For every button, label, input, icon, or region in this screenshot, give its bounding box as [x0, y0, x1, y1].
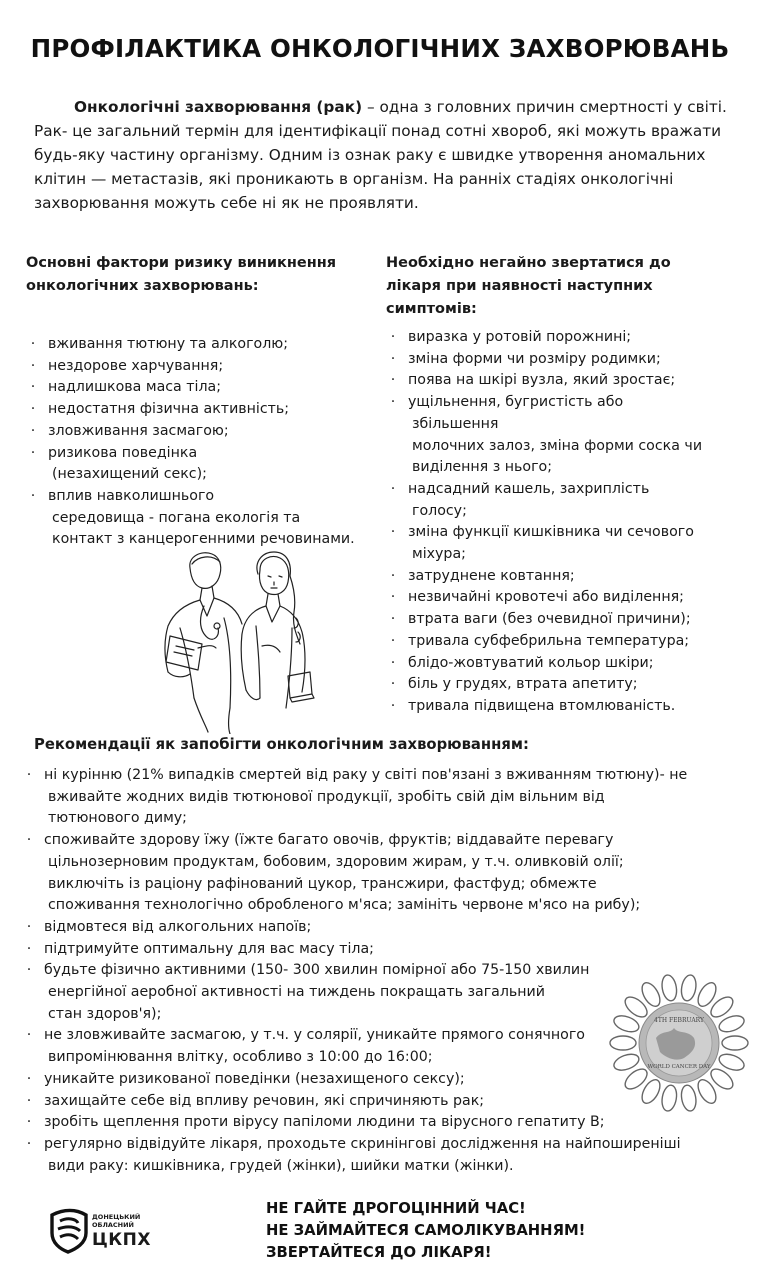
bullet-dot: ·: [390, 329, 396, 345]
logo-big-text: ЦКПХ: [92, 1230, 152, 1250]
list-item-text: випромінювання влітку, особливо з 10:00 до 16:00;: [48, 1049, 433, 1066]
recommendation-item: [22, 917, 742, 939]
list-item-text: надлишкова маса тіла;: [48, 379, 222, 396]
bullet-dot: ·: [26, 1114, 32, 1131]
bullet-dot: ·: [26, 962, 32, 979]
risk-factor-item: [26, 486, 376, 551]
bullet-dot: ·: [390, 480, 396, 497]
symptom-item: [386, 653, 736, 675]
recommendation-item: [22, 939, 742, 961]
symptom-item: [386, 609, 736, 631]
seal-top-text: 4TH FEBRUARY: [654, 1017, 704, 1024]
intro-paragraph: [34, 95, 734, 215]
list-item-text: зробіть щеплення проти вірусу папіломи людини та вірусного гепатиту В;: [44, 1114, 605, 1131]
bullet-dot: ·: [30, 379, 36, 396]
list-item-text: незвичайні кровотечі або виділення;: [408, 589, 684, 606]
list-item-text: тривала підвищена втомлюваність.: [408, 697, 676, 714]
list-item-text: голосу;: [412, 502, 467, 519]
world-cancer-day-seal: [604, 968, 754, 1118]
bullet-dot: ·: [30, 444, 36, 461]
list-item-text: зміна функції кишківника чи сечового: [408, 524, 694, 541]
seal-bottom-text: WORLD CANCER DAY: [647, 1064, 711, 1070]
closing-line-3: ЗВЕРТАЙТЕСЯ ДО ЛІКАРЯ!: [266, 1244, 492, 1261]
bullet-dot: ·: [390, 372, 396, 389]
ribbon-shape: [638, 980, 663, 1010]
symptom-item: [386, 674, 736, 696]
list-item-text: поява на шкірі вузла, який зростає;: [408, 372, 676, 389]
bullet-dot: ·: [30, 357, 36, 374]
recommendation-item: [22, 830, 742, 917]
bullet-dot: ·: [390, 589, 396, 606]
ribbon-shape: [694, 1077, 719, 1107]
bullet-dot: ·: [30, 336, 36, 352]
closing-line-1: НЕ ГАЙТЕ ДРОГОЦІННИЙ ЧАС!: [266, 1200, 526, 1217]
list-item-text: зміна форми чи розміру родимки;: [408, 350, 661, 367]
bullet-dot: ·: [26, 767, 32, 783]
bullet-dot: ·: [390, 524, 396, 541]
ribbon-shape: [722, 1036, 748, 1050]
intro-text: – одна з головних причин смертності у світі. Рак- це загальний термін для ідентифікації понад сотні хвороб, які можуть вражати будь-яку частину організму. Одним із ознак раку є швидке утворення аномальних клітин — метастазів, які проникають в організм. На ранніх стадіях онкологічні захворювання можуть себе ні як не проявляти.: [34, 98, 727, 212]
list-item-text: надсадний кашель, захриплість: [408, 480, 650, 497]
ribbon-shape: [638, 1077, 663, 1107]
list-item-text: блідо-жовтуватий кольор шкіри;: [408, 654, 654, 671]
list-item-text: виразка у ротовій порожнині;: [408, 329, 632, 345]
recommendation-item: [22, 1134, 742, 1177]
list-item-text: вживайте жодних видів тютюнової продукції, зробіть свій дім вільним від: [48, 788, 605, 805]
bullet-dot: ·: [26, 1135, 32, 1152]
recommendations-title: Рекомендації як запобігти онкологічним захворюванням:: [34, 736, 529, 753]
symptom-item: [386, 522, 736, 565]
ribbon-shape: [680, 1084, 698, 1112]
bullet-dot: ·: [30, 401, 36, 418]
symptom-item: [386, 479, 736, 522]
list-item-text: вживання тютюну та алкоголю;: [48, 336, 289, 352]
list-item-text: втрата ваги (без очевидної причини);: [408, 611, 691, 628]
list-item-text: контакт з канцерогенними речовинами.: [52, 531, 355, 548]
list-item-text: стан здоров'я);: [48, 1005, 162, 1022]
symptom-item: [386, 631, 736, 653]
list-item-text: ні курінню (21% випадків смертей від раку у світі пов'язані з вживанням тютюну)- не: [44, 767, 688, 783]
list-item-text: (незахищений секс);: [52, 466, 207, 483]
bullet-dot: ·: [26, 832, 32, 849]
risk-factor-item: [26, 443, 376, 486]
list-item-text: молочних залоз, зміна форми соска чи: [412, 437, 703, 454]
symptom-item: [386, 349, 736, 371]
ribbon-shape: [660, 1084, 678, 1112]
recommendation-item: [22, 765, 742, 830]
list-item-text: енергійної аеробної активності на тиждень покращать загальний: [48, 984, 545, 1001]
symptom-item: [386, 566, 736, 588]
bullet-dot: ·: [26, 1092, 32, 1109]
symptom-item: [386, 696, 736, 718]
list-item-text: підтримуйте оптимальну для вас масу тіла;: [44, 940, 374, 957]
symptom-item: [386, 327, 736, 349]
list-item-text: споживайте здорову їжу (їжте багато овочів, фруктів; віддавайте перевагу: [44, 832, 614, 849]
risk-factor-item: [26, 356, 376, 378]
bullet-dot: ·: [26, 918, 32, 935]
bullet-dot: ·: [26, 940, 32, 957]
bullet-dot: ·: [390, 611, 396, 628]
list-item-text: ризикова поведінка: [48, 444, 198, 461]
list-item-text: відмовтеся від алкогольних напоїв;: [44, 918, 312, 935]
doctors-illustration: [150, 548, 330, 734]
list-item-text: не зловживайте засмагою, у т.ч. у солярії, уникайте прямого сонячного: [44, 1027, 585, 1044]
list-item-text: цільнозерновим продуктам, бобовим, здоровим жирам, у т.ч. оливковій олії;: [48, 853, 624, 870]
ribbon-shape: [610, 1036, 636, 1050]
bullet-dot: ·: [390, 654, 396, 671]
bullet-dot: ·: [390, 350, 396, 367]
list-item-text: виключіть із раціону рафінований цукор, трансжири, фастфуд; обмежте: [48, 875, 597, 892]
symptom-item: [386, 370, 736, 392]
list-item-text: зловживання засмагою;: [48, 422, 229, 439]
list-item-text: регулярно відвідуйте лікаря, проходьте скринінгові дослідження на найпоширеніші: [44, 1135, 681, 1152]
list-item-text: недостатня фізична активність;: [48, 401, 290, 418]
list-item-text: споживання технологічно обробленого м'яса; замініть червоне м'ясо на рибу);: [48, 897, 641, 914]
list-item-text: затруднене ковтання;: [408, 567, 575, 584]
ribbon-shape: [660, 974, 678, 1002]
bullet-dot: ·: [390, 632, 396, 649]
symptoms-list: [386, 327, 736, 718]
list-item-text: будьте фізично активними (150- 300 хвилин помірної або 75-150 хвилин: [44, 962, 590, 979]
risk-factor-item: [26, 377, 376, 399]
risk-factor-item: [26, 399, 376, 421]
symptoms-title: Необхідно негайно звертатися до лікаря при наявності наступних симптомів:: [386, 255, 671, 317]
bullet-dot: ·: [30, 487, 36, 504]
list-item-text: виділення з нього;: [412, 459, 553, 476]
list-item-text: тютюнового диму;: [48, 810, 187, 827]
list-item-text: ущільнення, бугристість або: [408, 394, 624, 411]
intro-bold-lead: Онкологічні захворювання (рак): [74, 98, 363, 116]
list-item-text: нездорове харчування;: [48, 357, 224, 374]
list-item-text: тривала субфебрильна температура;: [408, 632, 690, 649]
bullet-dot: ·: [390, 697, 396, 714]
ribbon-shape: [694, 980, 719, 1010]
ribbon-shape: [680, 974, 698, 1002]
list-item-text: середовища - погана екологія та: [52, 509, 301, 526]
list-item-text: види раку: кишківника, грудей (жінки), шийки матки (жінки).: [48, 1157, 514, 1174]
bullet-dot: ·: [390, 676, 396, 693]
risk-factors-list: [26, 334, 376, 551]
bullet-dot: ·: [26, 1070, 32, 1087]
risk-factor-item: [26, 421, 376, 443]
page-title: ПРОФІЛАКТИКА ОНКОЛОГІЧНИХ ЗАХВОРЮВАНЬ: [30, 34, 730, 63]
list-item-text: міхура;: [412, 546, 466, 563]
closing-message: [266, 1198, 736, 1264]
bullet-dot: ·: [390, 394, 396, 411]
list-item-text: вплив навколишнього: [48, 487, 215, 504]
risk-factor-item: [26, 334, 376, 356]
bullet-dot: ·: [30, 422, 36, 439]
list-item-text: уникайте ризикованої поведінки (незахищеного сексу);: [44, 1070, 465, 1087]
closing-line-2: НЕ ЗАЙМАЙТЕСЯ САМОЛІКУВАННЯМ!: [266, 1222, 586, 1239]
list-item-text: захищайте себе від впливу речовин, які спричиняють рак;: [44, 1092, 485, 1109]
list-item-text: збільшення: [412, 415, 499, 432]
risk-factors-title: Основні фактори ризику виникнення онкологічних захворювань:: [26, 255, 337, 294]
list-item-text: біль у грудях, втрата апетиту;: [408, 676, 638, 693]
bullet-dot: ·: [26, 1027, 32, 1044]
symptom-item: [386, 392, 736, 479]
logo-small-text: ДОНЕЦЬКИЙ ОБЛАСНИЙ: [92, 1213, 141, 1229]
symptom-item: [386, 587, 736, 609]
bullet-dot: ·: [390, 567, 396, 584]
